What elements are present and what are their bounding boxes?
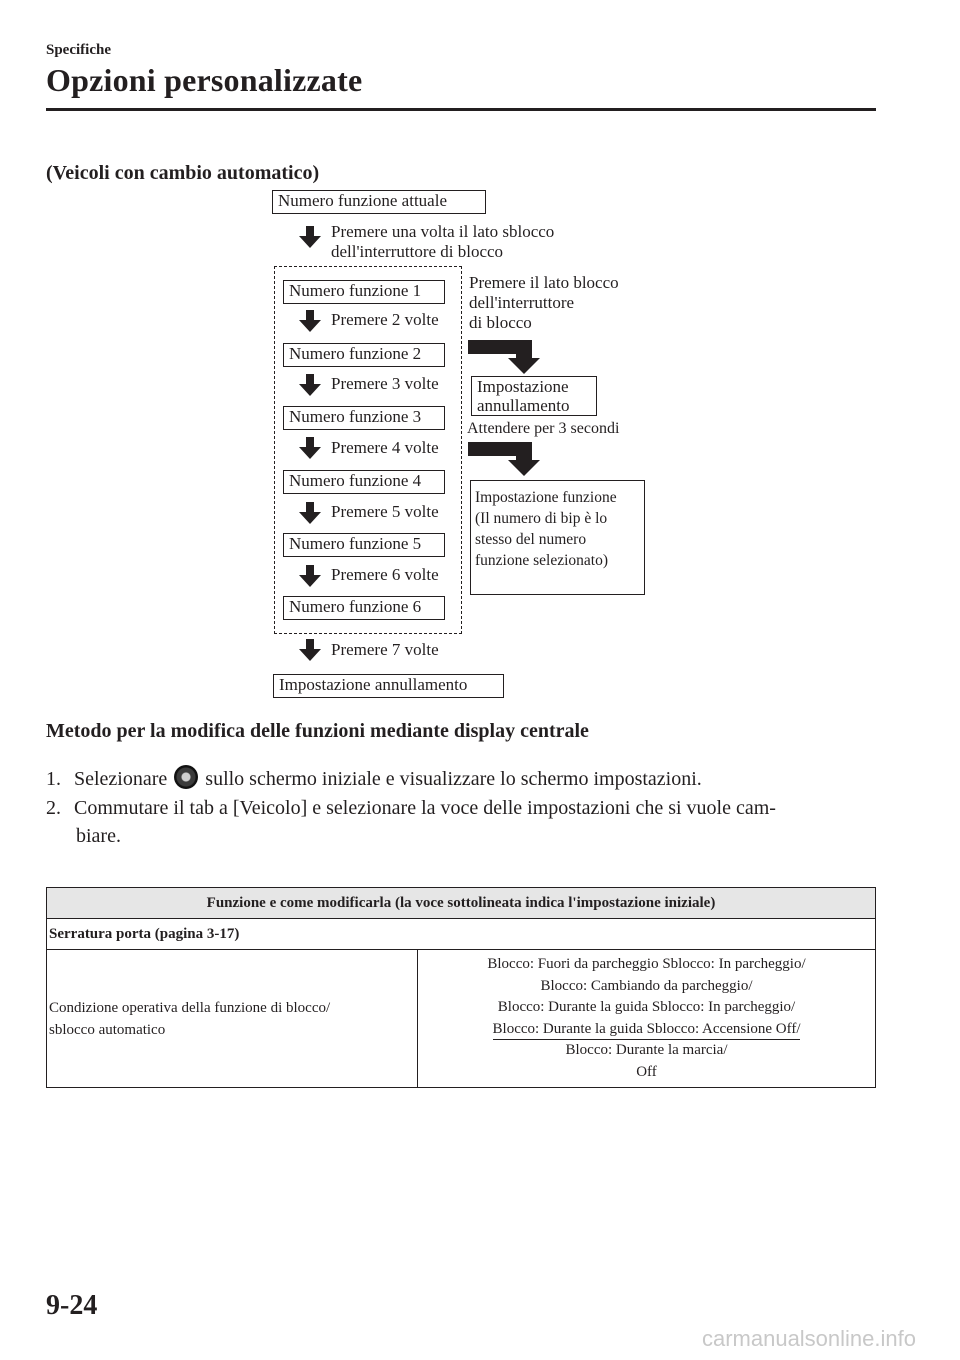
page-number: 9-24 bbox=[46, 1290, 98, 1321]
step-number: 1. bbox=[46, 768, 61, 790]
function-name-cell bbox=[47, 950, 418, 1088]
function-name-line: sblocco automatico bbox=[49, 1021, 166, 1038]
step-text-continued: biare. bbox=[76, 825, 121, 847]
arrow-down-icon bbox=[299, 639, 321, 661]
option-line: Blocco: Fuori da parcheggio Sblocco: In parcheggio/ bbox=[487, 956, 806, 972]
cancel-mid-line: Impostazione bbox=[477, 377, 569, 396]
press-label: Premere 4 volte bbox=[331, 438, 439, 457]
arrow-bend-icon bbox=[468, 340, 540, 374]
function-box: Numero funzione 6 bbox=[283, 596, 445, 620]
section-label: Specifiche bbox=[46, 42, 111, 58]
setting-line: Impostazione funzione bbox=[475, 489, 617, 506]
settings-gear-icon bbox=[174, 765, 198, 789]
start-note: Premere una volta il lato sblocco bbox=[331, 222, 555, 241]
lock-note: Premere il lato blocco bbox=[469, 273, 619, 292]
function-box: Numero funzione 4 bbox=[283, 470, 445, 494]
press-label: Premere 3 volte bbox=[331, 374, 439, 393]
arrow-down-icon bbox=[299, 226, 321, 248]
lock-note: di blocco bbox=[469, 313, 532, 332]
cancel-box: Impostazione annullamento bbox=[273, 674, 504, 698]
setting-line: funzione selezionato) bbox=[475, 552, 608, 569]
arrow-bend-icon bbox=[468, 442, 540, 476]
step-number: 2. bbox=[46, 797, 61, 819]
lock-note: dell'interruttore bbox=[469, 293, 575, 312]
press-label: Premere 2 volte bbox=[331, 310, 439, 329]
table-header: Funzione e come modificarla (la voce sottolineata indica l'impostazione iniziale) bbox=[47, 888, 876, 919]
flow-heading: (Veicoli con cambio automatico) bbox=[46, 162, 320, 184]
function-name-line: Condizione operativa della funzione di blocco/ bbox=[49, 999, 331, 1016]
options-cell bbox=[418, 950, 876, 1088]
method-heading: Metodo per la modifica delle funzioni mediante display centrale bbox=[46, 720, 589, 742]
cancel-mid-box bbox=[471, 376, 597, 416]
step-text: Selezionare bbox=[74, 768, 168, 790]
function-box: Numero funzione 3 bbox=[283, 406, 445, 430]
start-box: Numero funzione attuale bbox=[272, 190, 486, 214]
page-title: Opzioni personalizzate bbox=[46, 62, 363, 98]
press-label: Premere 6 volte bbox=[331, 565, 439, 584]
setting-box bbox=[470, 480, 645, 595]
function-box: Numero funzione 2 bbox=[283, 343, 445, 367]
option-line: Off bbox=[636, 1063, 657, 1080]
step-2 bbox=[46, 794, 776, 822]
step-text: Commutare il tab a [Veicolo] e selezionare la voce delle impostazioni che si vuole cam- bbox=[74, 797, 776, 819]
press-label: Premere 5 volte bbox=[331, 502, 439, 521]
table-section: Serratura porta (pagina 3-17) bbox=[47, 919, 876, 950]
option-line: Blocco: Durante la guida Sblocco: In parcheggio/ bbox=[497, 999, 796, 1015]
setting-line: (Il numero di bip è lo bbox=[475, 510, 608, 527]
start-note: dell'interruttore di blocco bbox=[331, 242, 504, 261]
setting-line: stesso del numero bbox=[475, 531, 587, 548]
watermark: carmanualsonline.info bbox=[701, 1326, 916, 1351]
cancel-mid-line: annullamento bbox=[477, 396, 570, 415]
table-row bbox=[47, 950, 876, 1088]
press-label: Premere 7 volte bbox=[331, 640, 439, 659]
option-line: Blocco: Cambiando da parcheggio/ bbox=[540, 977, 753, 994]
function-box: Numero funzione 1 bbox=[283, 280, 445, 304]
option-line: Blocco: Durante la marcia/ bbox=[565, 1042, 728, 1058]
step-text: sullo schermo iniziale e visualizzare lo schermo impostazioni. bbox=[205, 768, 702, 790]
step-1 bbox=[46, 765, 702, 793]
settings-table bbox=[46, 887, 876, 1088]
function-box: Numero funzione 5 bbox=[283, 533, 445, 557]
option-line-default: Blocco: Durante la guida Sblocco: Accensione Off/ bbox=[493, 1019, 801, 1040]
wait-note: Attendere per 3 secondi bbox=[467, 420, 620, 437]
